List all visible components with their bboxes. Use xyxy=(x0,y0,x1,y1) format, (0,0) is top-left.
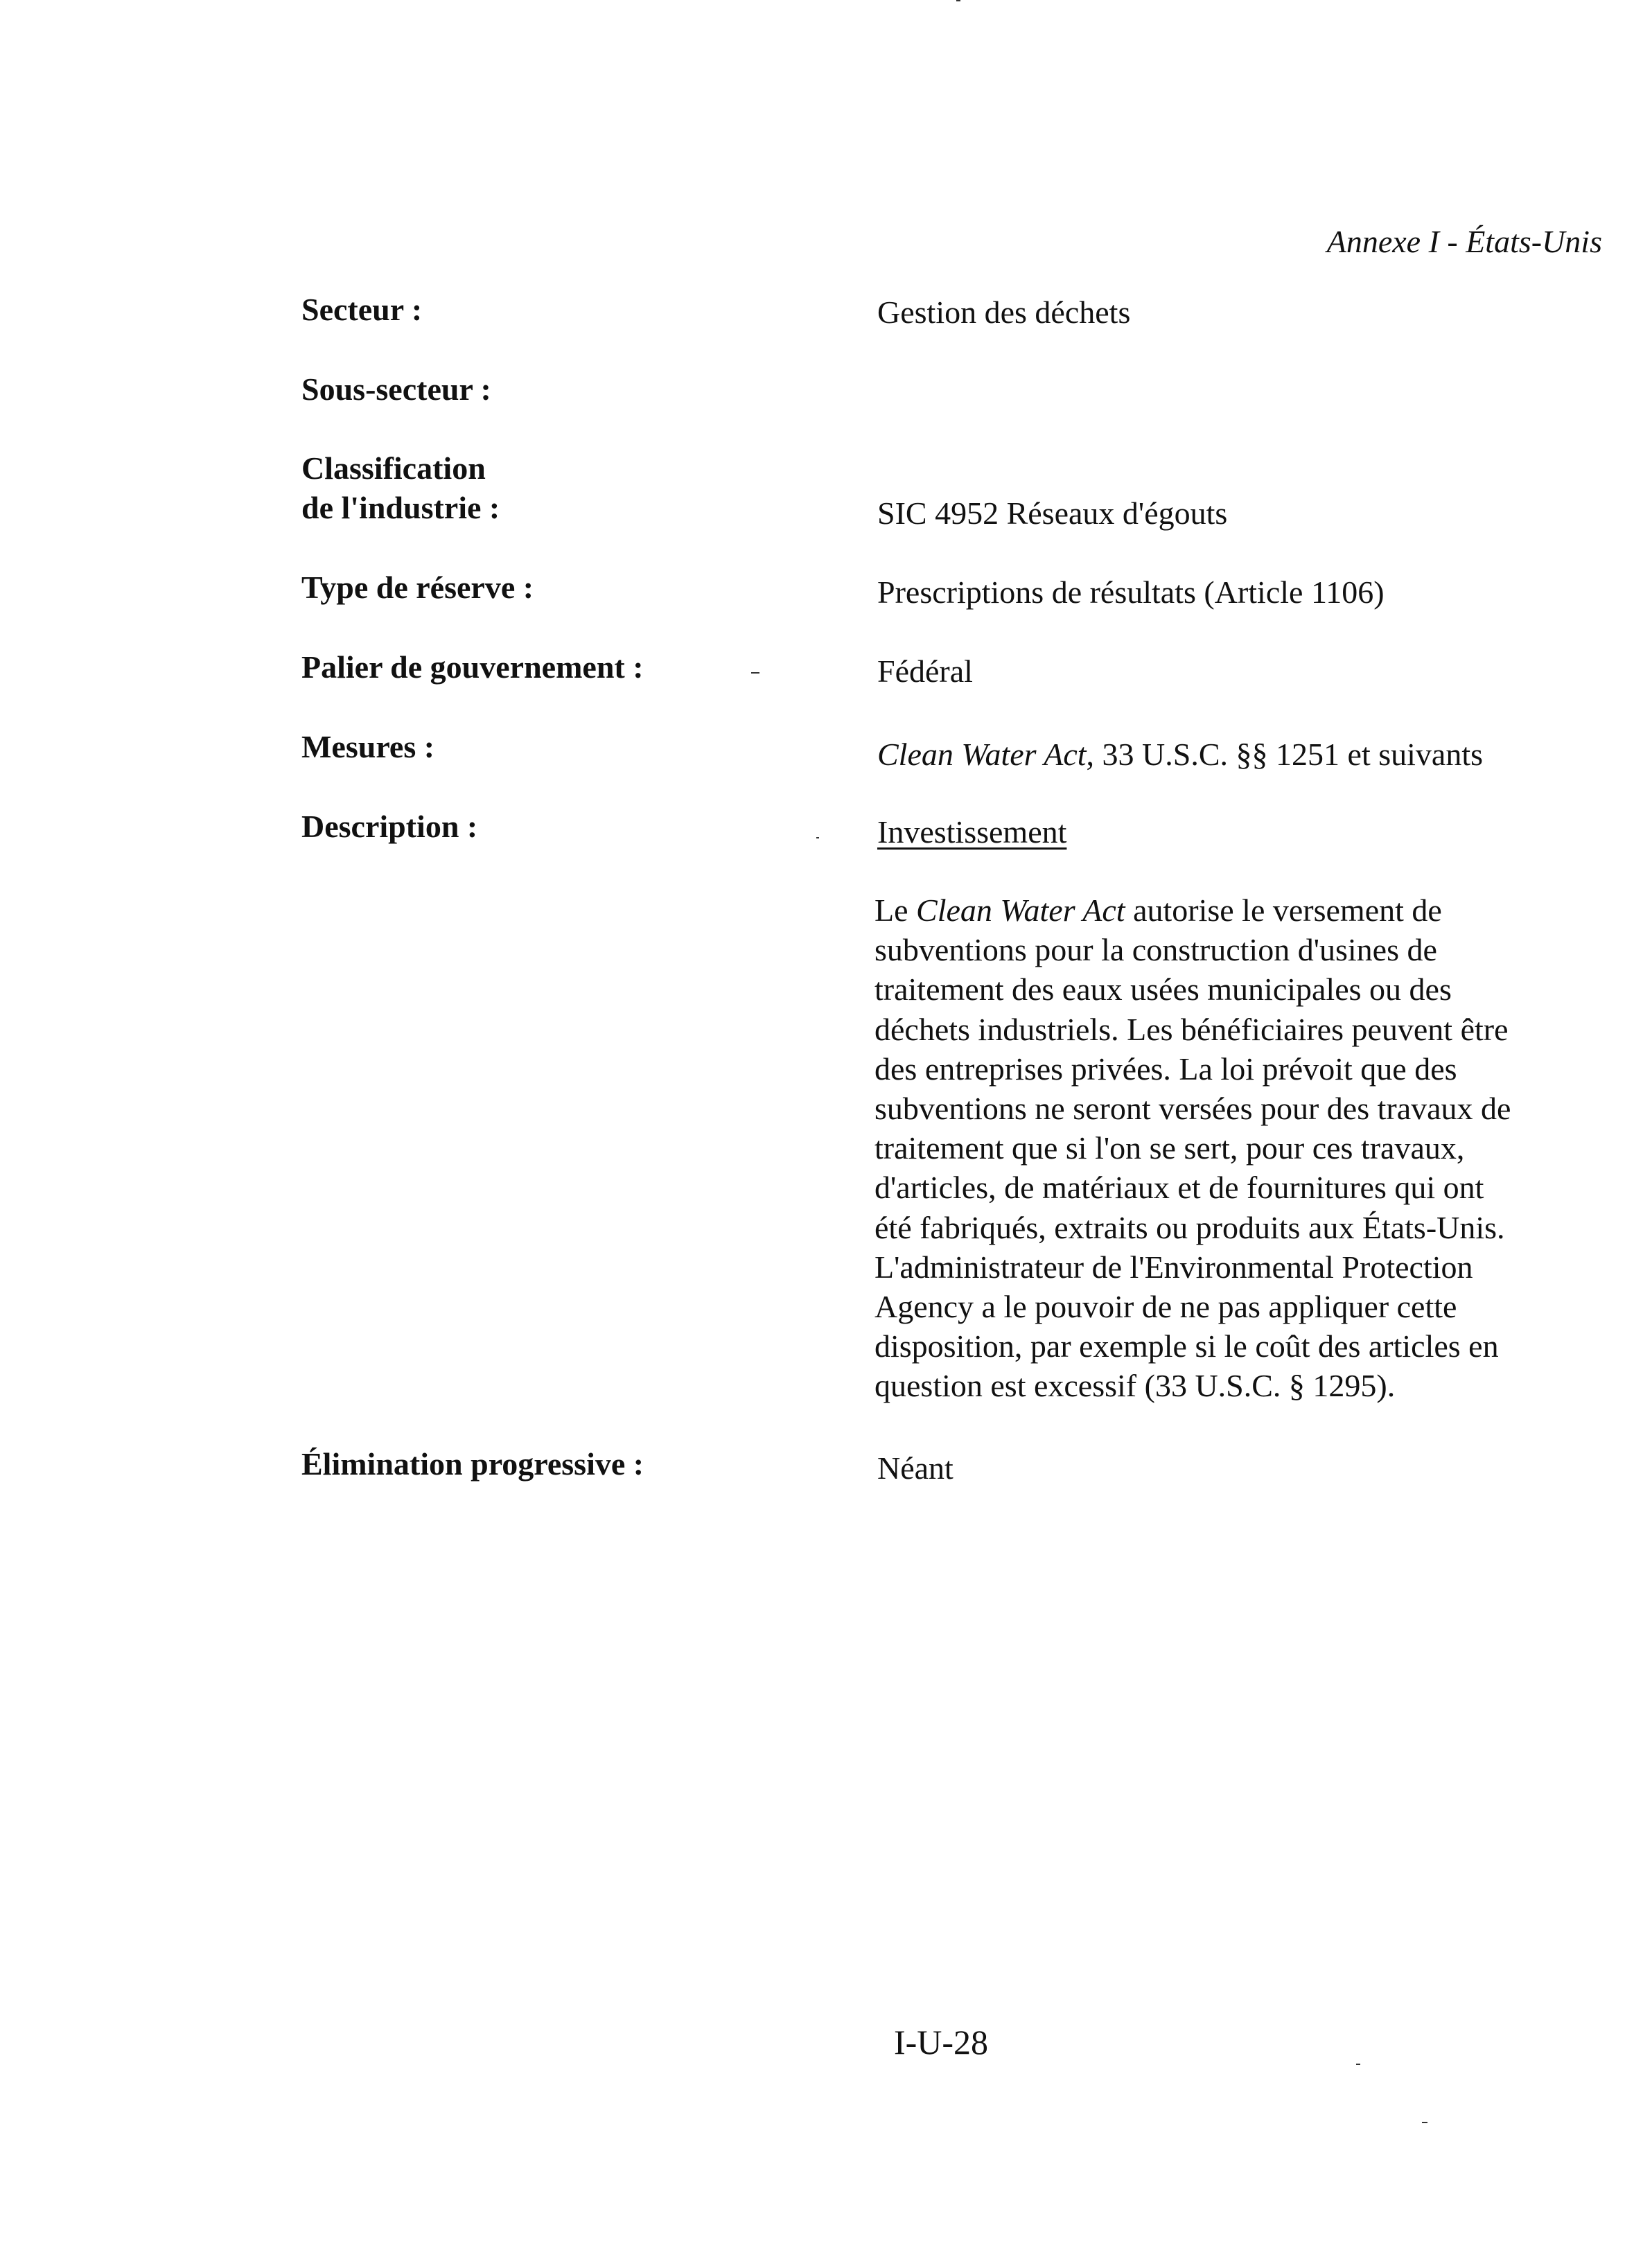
value-classification: SIC 4952 Réseaux d'égouts xyxy=(877,495,1228,531)
value-elimination: Néant xyxy=(877,1450,954,1486)
value-mesures xyxy=(877,735,1483,775)
value-secteur: Gestion des déchets xyxy=(877,295,1131,330)
label-mesures: Mesures : xyxy=(301,729,435,764)
description-heading: Investissement xyxy=(877,814,1067,850)
description-line: des entreprises privées. La loi prévoit que des xyxy=(875,1051,1457,1087)
scan-speck xyxy=(816,837,819,838)
label-palier: Palier de gouvernement : xyxy=(301,649,644,685)
label-description: Description : xyxy=(301,809,478,844)
mesures-citation: , 33 U.S.C. §§ 1251 et suivants xyxy=(1086,737,1484,772)
description-line: Le Clean Water Act autorise le versement de xyxy=(875,893,1442,928)
description-line: subventions pour la construction d'usines de xyxy=(875,932,1437,968)
label-type-reserve: Type de réserve : xyxy=(301,570,534,605)
value-type-reserve: Prescriptions de résultats (Article 1106) xyxy=(877,574,1385,610)
description-line: Agency a le pouvoir de ne pas appliquer cette xyxy=(875,1289,1457,1325)
page-number: I-U-28 xyxy=(894,2023,989,2062)
description-line: traitement des eaux usées municipales ou des xyxy=(875,972,1452,1008)
annex-header: Annexe I - États-Unis xyxy=(1326,224,1602,259)
scan-speck xyxy=(956,0,960,1)
description-line: disposition, par exemple si le coût des articles en xyxy=(875,1328,1499,1364)
value-palier: Fédéral xyxy=(877,653,973,689)
label-elimination: Élimination progressive : xyxy=(301,1446,644,1482)
description-line: traitement que si l'on se sert, pour ces travaux, xyxy=(875,1130,1465,1166)
scan-speck xyxy=(1356,2064,1360,2065)
description-line: été fabriqués, extraits ou produits aux États-Unis. xyxy=(875,1209,1505,1245)
clean-water-act-title: Clean Water Act xyxy=(877,737,1087,772)
description-line: question est excessif (33 U.S.C. § 1295). xyxy=(875,1368,1396,1404)
label-secteur: Secteur : xyxy=(301,292,423,327)
label-classification-line2: de l'industrie : xyxy=(301,490,500,525)
scan-speck xyxy=(1422,2122,1427,2123)
description-line: L'administrateur de l'Environmental Protection xyxy=(875,1249,1473,1285)
description-paragraph xyxy=(875,890,1609,1406)
label-classification-line1: Classification xyxy=(301,450,486,486)
description-line: subventions ne seront versées pour des travaux de xyxy=(875,1091,1511,1127)
description-line: déchets industriels. Les bénéficiaires peuvent être xyxy=(875,1011,1509,1047)
scan-speck xyxy=(751,672,759,674)
label-sous-secteur: Sous-secteur : xyxy=(301,371,491,407)
description-line: d'articles, de matériaux et de fournitures qui ont xyxy=(875,1170,1484,1206)
